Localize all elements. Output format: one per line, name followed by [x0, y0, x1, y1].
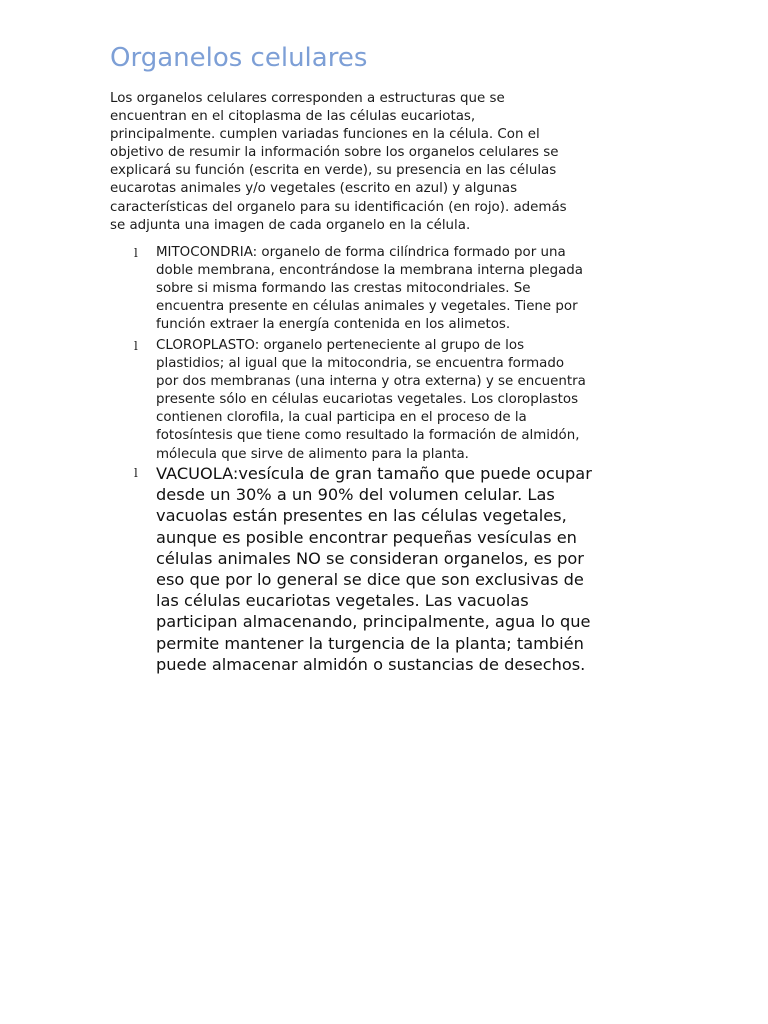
intro-line: se adjunta una imagen de cada organelo en la célula. — [110, 217, 471, 233]
intro-line: principalmente. cumplen variadas funciones en la célula. Con el — [110, 127, 540, 143]
list-item-line: MITOCONDRIA: organelo de forma cilíndrica formado por una — [156, 245, 566, 260]
list-item-line: presente sólo en células eucariotas vegetales. Los cloroplastos — [156, 392, 579, 408]
intro-line: eucarotas animales y/o vegetales (escrito en azul) y algunas — [110, 181, 518, 197]
intro-line: encuentran en el citoplasma de las células eucariotas, — [110, 109, 476, 125]
list-item-line: desde un 30% a un 90% del volumen celular. Las — [156, 485, 555, 505]
list-item-line: las células eucariotas vegetales. Las vacuolas — [156, 591, 529, 611]
list-item-line: encuentra presente en células animales y vegetales. Tiene por — [156, 299, 578, 315]
bullet-marker: l — [134, 246, 138, 260]
list-item-line: contienen clorofila, la cual participa en el proceso de la — [156, 410, 527, 426]
list-item-line: función extraer la energía contenida en los alimetos. — [156, 317, 511, 333]
list-item-line: mólecula que sirve de alimento para la planta. — [156, 446, 469, 462]
list-item-line: células animales NO se consideran organelos, es por — [156, 548, 584, 568]
list-item-line: por dos membranas (una interna y otra externa) y se encuentra — [156, 374, 586, 390]
list-item-line: VACUOLA:vesícula de gran tamaño que puede ocupar — [156, 464, 592, 483]
intro-line: características del organelo para su identificación (en rojo). además — [110, 199, 567, 215]
list-item-line: sobre si misma formando las crestas mitocondriales. Se — [156, 281, 531, 297]
list-item-text — [156, 463, 592, 675]
list-item-line: permite mantener la turgencia de la planta; también — [156, 633, 584, 653]
list-item-line: vacuolas están presentes en las células vegetales, — [156, 506, 567, 526]
list-item-line: fotosíntesis que tiene como resultado la formación de almidón, — [156, 428, 580, 444]
intro-paragraph — [110, 90, 655, 235]
list-item-text — [156, 337, 586, 464]
bullet-marker: l — [134, 466, 138, 480]
intro-line: Los organelos celulares corresponden a estructuras que se — [110, 91, 505, 106]
list-item-line: participan almacenando, principalmente, agua lo que — [156, 612, 591, 632]
list-item-line: eso que por lo general se dice que son exclusivas de — [156, 570, 584, 590]
list-item-text — [156, 244, 583, 334]
list-item-line: doble membrana, encontrándose la membrana interna plegada — [156, 263, 583, 279]
bullet-marker: l — [134, 339, 138, 353]
list-item-line: plastidios; al igual que la mitocondria, se encuentra formado — [156, 356, 565, 372]
intro-line: explicará su función (escrita en verde), su presencia en las células — [110, 163, 557, 179]
list-item-line: aunque es posible encontrar pequeñas vesículas en — [156, 527, 577, 547]
list-item-line: puede almacenar almidón o sustancias de desechos. — [156, 654, 586, 674]
intro-line: objetivo de resumir la información sobre los organelos celulares se — [110, 145, 559, 161]
document-title: Organelos celulares — [110, 43, 368, 73]
list-item-line: CLOROPLASTO: organelo perteneciente al grupo de los — [156, 338, 525, 353]
